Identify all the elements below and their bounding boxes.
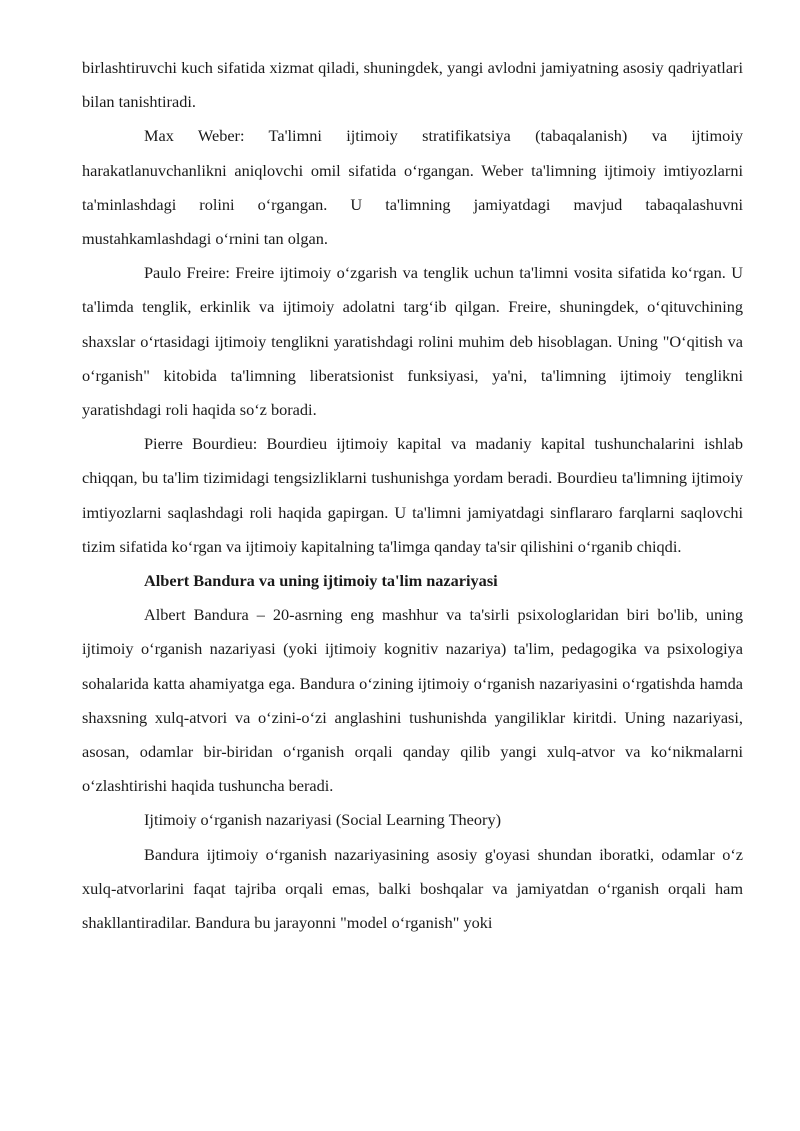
paragraph-max-weber: Max Weber: Ta'limni ijtimoiy stratifikatsiya (tabaqalanish) va ijtimoiy harakatlanuvchanlikni aniqlovchi omil sifatida o‘rgangan. Weber ta'limning ijtimoiy imtiyozlarni ta'minlashdagi rolini o‘rgangan. U ta'limning jamiyatdagi mavjud tabaqalashuvni mustahkamlashdagi o‘rnini tan olgan.: [82, 126, 743, 249]
paragraph-continuation: birlashtiruvchi kuch sifatida xizmat qiladi, shuningdek, yangi avlodni jamiyatning asosiy qadriyatlari bilan tanishtiradi.: [82, 58, 743, 112]
paragraph-bandura-main: Bandura ijtimoiy o‘rganish nazariyasining asosiy g'oyasi shundan iboratki, odamlar o‘z xulq-atvorlarini faqat tajriba orqali emas, balki boshqalar va jamiyatdan o‘rganish orqali ham shakllantiradilar. Bandura bu jarayonni "model o‘rganish" yoki: [82, 844, 743, 933]
document-page: [82, 51, 743, 940]
section-heading: Albert Bandura va uning ijtimoiy ta'lim nazariyasi: [144, 571, 498, 591]
paragraph-subheading: Ijtimoiy o‘rganish nazariyasi (Social Learning Theory): [144, 810, 502, 830]
paragraph-bandura-intro: Albert Bandura – 20-asrning eng mashhur va ta'sirli psixologlaridan biri bo'lib, uning ijtimoiy o‘rganish nazariyasi (yoki ijtimoiy kognitiv nazariya) ta'lim, pedagogika va psixologiya sohalarida katta ahamiyatga ega. Bandura o‘zining ijtimoiy o‘rganish nazariyasini o‘rgatishda hamda shaxsning xulq-atvori va o‘zini-o‘zi anglashini tushunishda yangiliklar kiritdi. Uning nazariyasi, asosan, odamlar bir-biridan o‘rganish orqali qanday qilib yangi xulq-atvor va ko‘nikmalarni o‘zlashtirishi haqida tushuncha beradi.: [82, 605, 743, 796]
paragraph-paulo-freire: Paulo Freire: Freire ijtimoiy o‘zgarish va tenglik uchun ta'limni vosita sifatida ko‘rgan. U ta'limda tenglik, erkinlik va ijtimoiy adolatni targ‘ib qilgan. Freire, shuningdek, o‘qituvchining shaxslar o‘rtasidagi ijtimoiy tenglikni yaratishdagi rolini muhim deb hisoblagan. Uning "O‘qitish va o‘rganish" kitobida ta'limning liberatsionist funksiyasi, ya'ni, ta'limning ijtimoiy tenglikni yaratishdagi roli haqida so‘z boradi.: [82, 263, 743, 420]
paragraph-pierre-bourdieu: Pierre Bourdieu: Bourdieu ijtimoiy kapital va madaniy kapital tushunchalarini ishlab chiqqan, bu ta'lim tizimidagi tengsizliklarni tushunishga yordam beradi. Bourdieu ta'limning ijtimoiy imtiyozlarni saqlashdagi roli haqida gapirgan. U ta'limni jamiyatdagi sinflararo farqlarni saqlovchi tizim sifatida ko‘rgan va ijtimoiy kapitalning ta'limga qanday ta'sir qilishini o‘rganib chiqdi.: [82, 434, 743, 556]
